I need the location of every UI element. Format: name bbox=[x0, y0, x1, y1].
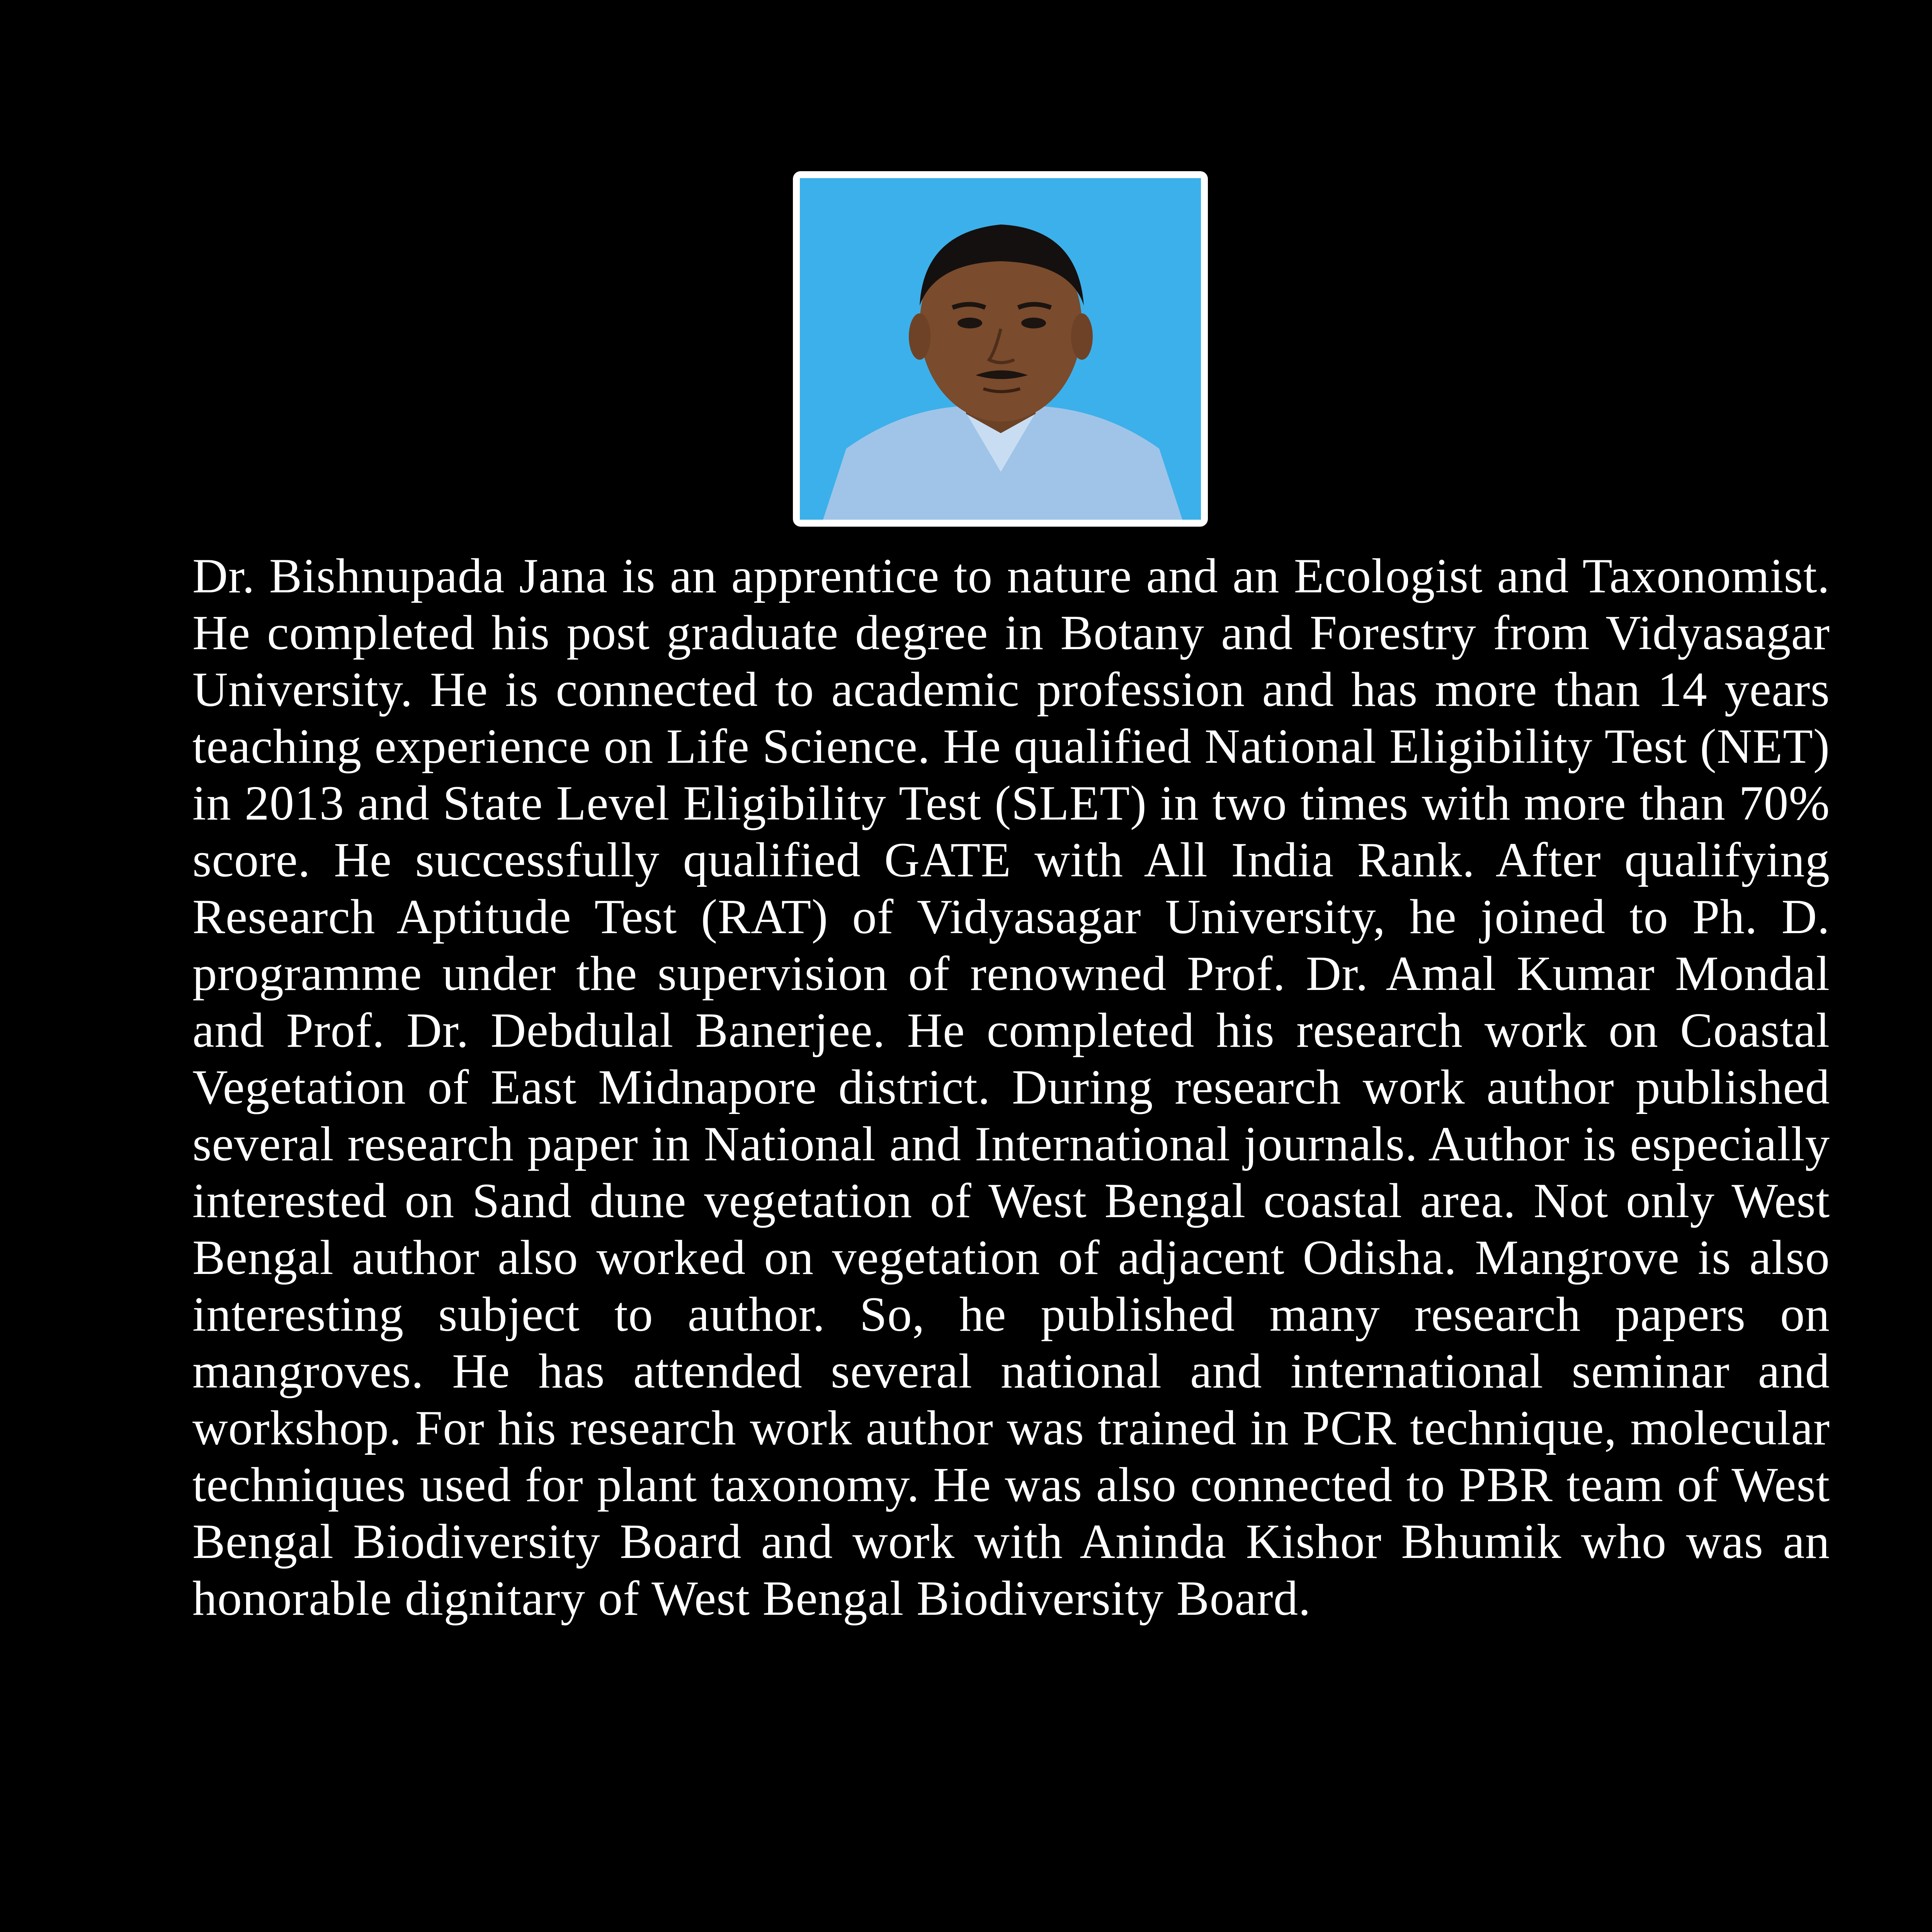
author-photo bbox=[793, 171, 1208, 527]
author-biography: Dr. Bishnupada Jana is an apprentice to nature and an Ecologist and Taxonomist. He completed his post graduate degree in Botany and Forestry from Vidyasagar University. He is connected to academic profession and has more than 14 years teaching experience on Life Science. He qualified National Eligibility Test (NET) in 2013 and State Level Eligibility Test (SLET) in two times with more than 70% score. He successfully qualified GATE with All India Rank. After qualifying Research Aptitude Test (RAT) of Vidyasagar University, he joined to Ph. D. programme under the supervision of renowned Prof. Dr. Amal Kumar Mondal and Prof. Dr. Debdulal Banerjee. He completed his research work on Coastal Vegetation of East Midnapore district. During research work author published several research paper in National and International journals. Author is especially interested on Sand dune vegetation of West Bengal coastal area. Not only West Bengal author also worked on vegetation of adjacent Odisha. Mangrove is also interesting subject to author. So, he published many research papers on mangroves. He has attended several national and international seminar and workshop. For his research work author was trained in PCR technique, molecular techniques used for plant taxonomy. He was also connected to PBR team of West Bengal Biodiversity Board and work with Aninda Kishor Bhumik who was an honorable dignitary of West Bengal Biodiversity Board. bbox=[192, 549, 1830, 1626]
author-portrait-image bbox=[800, 178, 1201, 520]
